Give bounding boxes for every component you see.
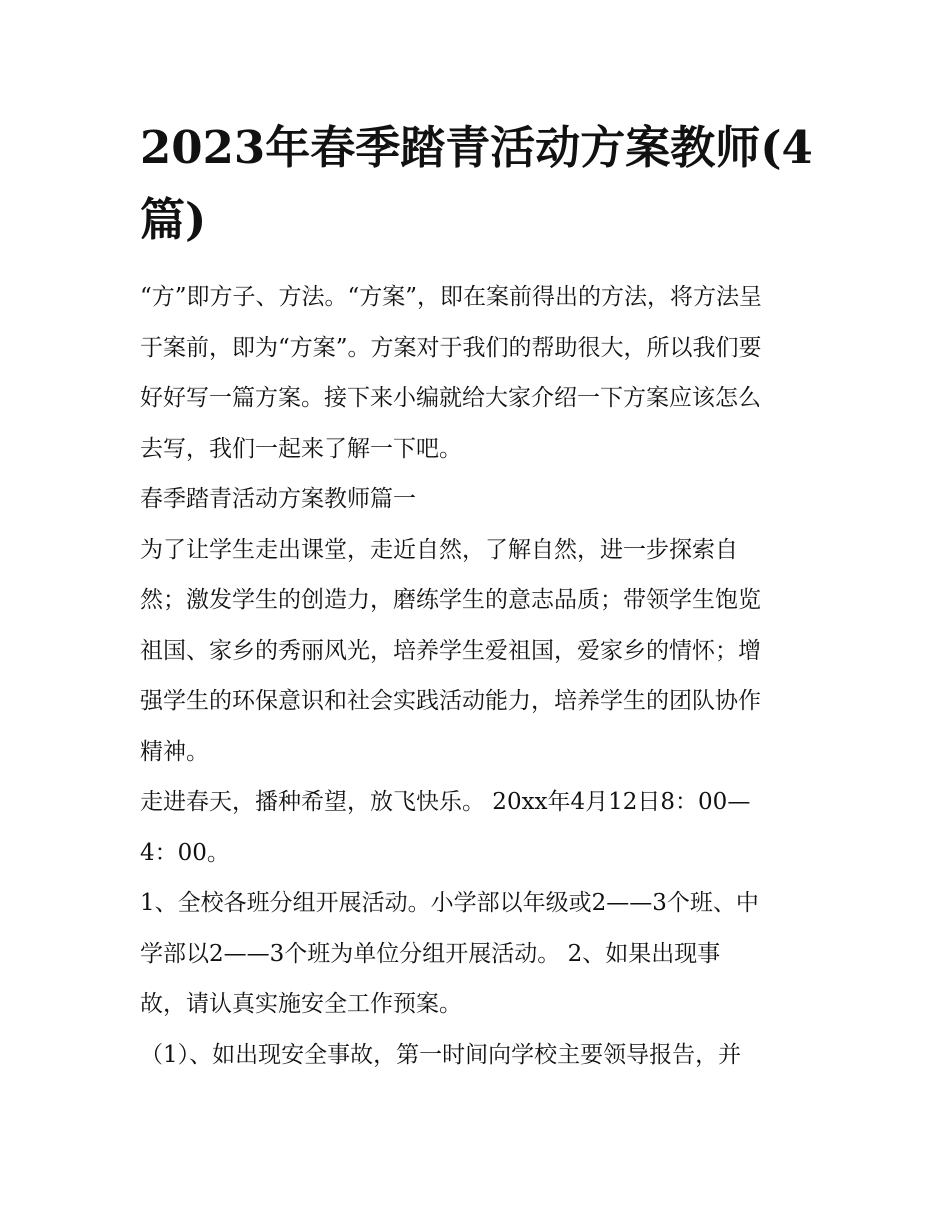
text-line: 去写，我们一起来了解一下吧。: [140, 435, 462, 462]
text-line: 祖国、家乡的秀丽风光，培养学生爱祖国，爱家乡的情怀；增: [140, 637, 761, 664]
text-line: 故，请认真实施安全工作预案。: [140, 991, 462, 1017]
text-line: 于案前，即为“方案”。方案对于我们的帮助很大，所以我们要: [140, 334, 762, 361]
document-title: 2023年春季踏青活动方案教师(4篇): [140, 121, 813, 246]
text-line: 强学生的环保意识和社会实践活动能力，培养学生的团队协作: [140, 688, 761, 714]
text-line: 为了让学生走出课堂，走近自然，了解自然，进一步探索自: [140, 536, 738, 563]
text-line: 好好写一篇方案。接下来小编就给大家介绍一下方案应该怎么: [140, 385, 761, 411]
text-line: “方”即方子、方法。“方案”，即在案前得出的方法，将方法呈: [140, 284, 763, 310]
text-line: （1）、如出现安全事故，第一时间向学校主要领导报告，并: [140, 1041, 742, 1068]
purpose-paragraph: [140, 525, 815, 778]
text-line: 4：00。: [140, 839, 230, 866]
text-line: 学部以2——3个班为单位分组开展活动。 2、如果出现事: [140, 940, 721, 967]
text-line: 精神。: [140, 738, 209, 765]
arrangement-paragraph: [140, 878, 815, 1030]
text-line: 然；激发学生的创造力，磨练学生的意志品质；带领学生饱览: [140, 587, 761, 613]
theme-time-paragraph: [140, 777, 815, 878]
intro-paragraph: [140, 272, 815, 474]
section-heading: [140, 474, 815, 525]
safety-paragraph: [140, 1030, 815, 1081]
text-line: 1、全校各班分组开展活动。小学部以年级或2——3个班、中: [140, 890, 759, 916]
document-page: [140, 112, 815, 1080]
text-line: 走进春天，播种希望，放飞快乐。 20xx年4月12日8：00—: [140, 789, 751, 815]
text-line: 春季踏青活动方案教师篇一: [140, 486, 416, 512]
